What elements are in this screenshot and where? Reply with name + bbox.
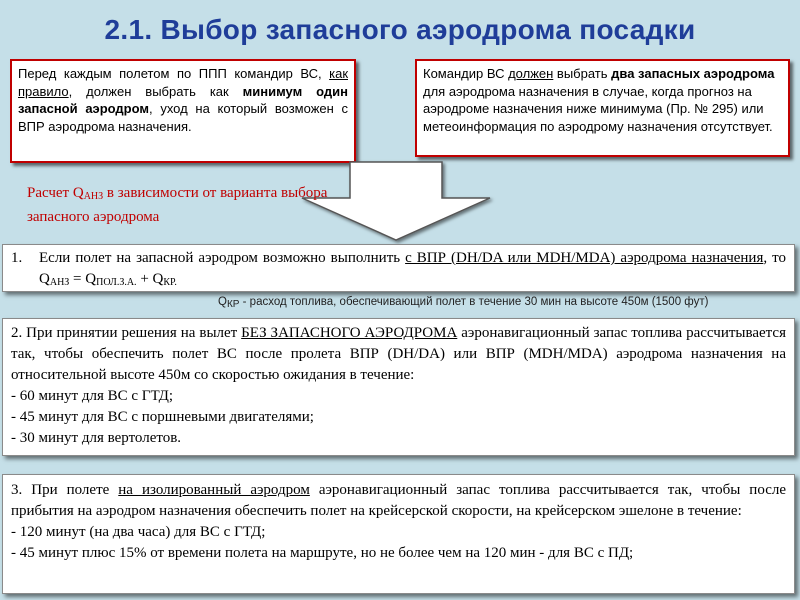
option-2-paragraph xyxy=(11,323,786,386)
option-2-text-underlined: БЕЗ ЗАПАСНОГО АЭРОДРОМА xyxy=(241,325,458,341)
option-3-text-3: аэронавигационный запас топлива рассчитывается так, чтобы после прибытия на аэродром назначения обеспечить полет на крейсерской скорости, на крейсерском эшелоне в течение: xyxy=(11,482,787,519)
left-text-underlined: как правило xyxy=(18,66,348,99)
calc-text-1: Расчет Q xyxy=(27,185,84,201)
left-text-1: Перед каждым полетом по ППП командир ВС, xyxy=(18,66,330,81)
option-3-box xyxy=(2,474,795,594)
option-1-text xyxy=(39,248,786,293)
option-3-line-1: - 120 минут (на два часа) для ВС с ГТД; xyxy=(11,524,266,540)
note-sub: КР xyxy=(226,299,240,310)
left-text-bold: минимум один запасной аэродром xyxy=(18,83,348,116)
right-text-1: Командир ВС xyxy=(423,66,509,81)
option-1-number: 1. xyxy=(11,250,23,266)
right-text-underlined: должен xyxy=(508,66,554,81)
option-1-text-3: , то Q xyxy=(39,250,786,287)
calc-text-2: в зависимости от варианта выбора запасного аэродрома xyxy=(27,185,328,225)
option-2-line-1: - 60 минут для ВС с ГТД; xyxy=(11,388,174,404)
option-1-sub-2: ПОЛ.З.А. xyxy=(96,277,137,288)
qkr-note xyxy=(218,296,798,310)
option-1-text-1: Если полет на запасной аэродром возможно выполнить xyxy=(39,250,406,266)
option-3-line-2: - 45 минут плюс 15% от времени полета на маршруте, но не более чем на 120 мин - для ВС с ПД; xyxy=(11,545,634,561)
option-1-sub-1: АНЗ xyxy=(49,277,70,288)
option-2-line-3: - 30 минут для вертолетов. xyxy=(11,430,182,446)
left-text-5: , уход на который возможен с ВПР аэродрома назначения. xyxy=(18,101,348,134)
option-1-text-underlined: с ВПР (DH/DA или MDH/MDA) аэродрома назначения xyxy=(405,250,764,266)
note-text-1: Q xyxy=(218,296,227,308)
option-1-sub-3: КР. xyxy=(163,277,177,288)
left-text-3: , должен выбрать как xyxy=(68,83,243,99)
option-3-paragraph xyxy=(11,480,786,522)
right-text-5: для аэродрома назначения в случае, когда прогноз на аэродроме назначения ниже минимума (Пр. № 295) или метеоинформация по аэродрому назначения отсутствует. xyxy=(423,83,773,134)
option-3-text-1: 3. При полете xyxy=(11,482,119,498)
calc-caption xyxy=(27,183,337,227)
option-3-text-underlined: на изолированный аэродром xyxy=(118,482,310,498)
right-text-3: выбрать xyxy=(553,66,612,81)
option-2-text-3: аэронавигационный запас топлива рассчитывается так, чтобы обеспечить полет ВС после пролета ВПР (DH/DA) или ВПР (MDH/MDA) аэродрома назначения на относительной высоте 450м со скоростью ожидания в течение: xyxy=(11,325,786,383)
calc-sub: АНЗ xyxy=(83,191,104,202)
option-1-box xyxy=(2,244,795,292)
page-title: 2.1. Выбор запасного аэродрома посадки xyxy=(104,14,696,45)
option-2-box xyxy=(2,318,795,456)
option-2-text-1: 2. При принятии решения на вылет xyxy=(11,325,242,341)
option-1-text-5: + Q xyxy=(136,271,164,287)
note-text-2: - расход топлива, обеспечивающий полет в течение 30 мин на высоте 450м (1500 фут) xyxy=(239,296,709,308)
right-text-bold: два запасных аэродрома xyxy=(611,66,775,81)
option-1-text-4: = Q xyxy=(69,271,97,287)
option-2-line-2: - 45 минут для ВС с поршневыми двигателями; xyxy=(11,409,314,425)
